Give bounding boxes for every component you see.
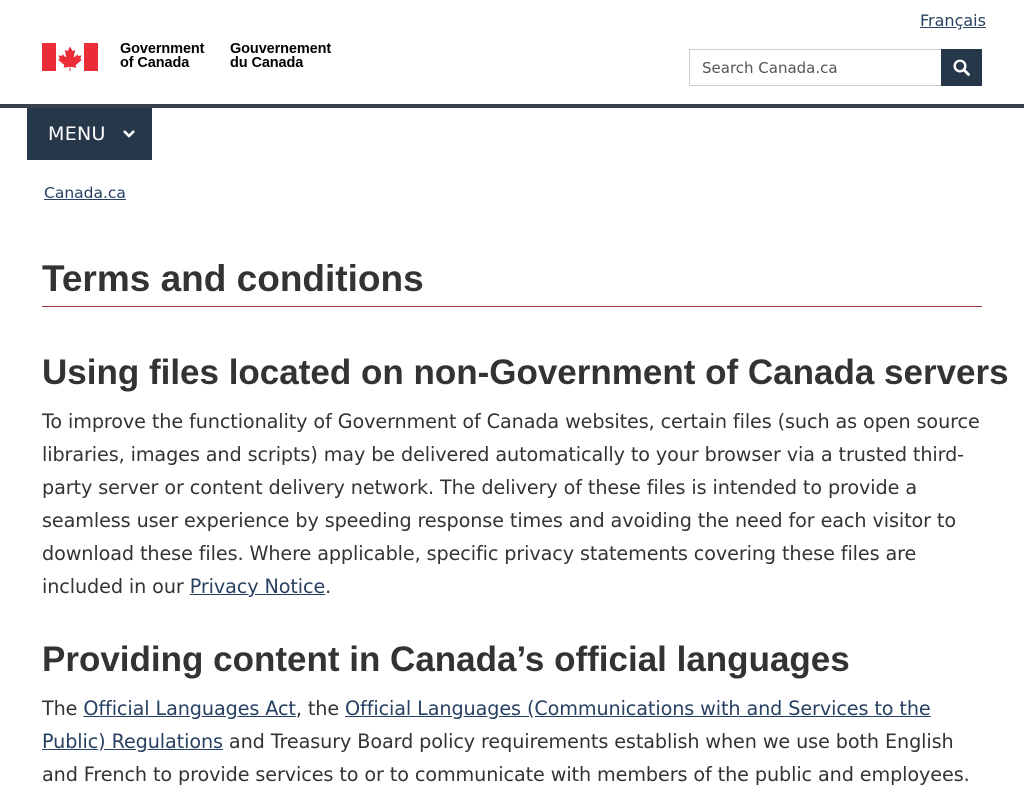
page-title: Terms and conditions <box>42 258 424 299</box>
paragraph-text: and Treasury Board policy requirements establish when we use both English and French to provide services to or to communicate with members of the public and employees. <box>42 730 970 786</box>
privacy-notice-link[interactable]: Privacy Notice <box>189 575 326 598</box>
paragraph-text: , the <box>295 697 346 720</box>
paragraph-text: . <box>325 575 332 598</box>
canada-flag-icon <box>42 43 98 71</box>
menu-label: MENU <box>48 123 106 145</box>
menu-button[interactable] <box>27 108 152 160</box>
language-toggle-link[interactable]: Français <box>920 11 986 30</box>
official-languages-regulations-link[interactable]: Official Languages (Communications with and Services to the Public) Regulations <box>42 697 931 753</box>
breadcrumb-item-canada-ca[interactable]: Canada.ca <box>44 184 126 202</box>
official-languages-act-link[interactable]: Official Languages Act <box>83 697 296 720</box>
section-paragraph-non-gc-servers <box>42 405 987 603</box>
chevron-down-icon <box>122 129 136 139</box>
title-underline <box>42 306 982 307</box>
paragraph-text: The <box>42 697 84 720</box>
wordmark-english <box>120 42 204 70</box>
section-heading-non-gc-servers: Using files located on non-Government of Canada servers <box>42 353 1009 392</box>
wordmark-french-line2: du Canada <box>230 55 304 71</box>
search-icon <box>953 59 970 76</box>
header-divider <box>0 104 1024 108</box>
wordmark-english-line1: Government <box>120 41 205 57</box>
paragraph-text: To improve the functionality of Government of Canada websites, certain files (such as open source libraries, images and scripts) may be delivered automatically to your browser via a trusted third-party server or content delivery network. The delivery of these files is intended to provide a seamless user experience by speeding response times and avoiding the need for each visitor to download these files. Where applicable, specific privacy statements covering these files are included in our <box>42 410 980 598</box>
wordmark-french-line1: Gouvernement <box>230 41 332 57</box>
section-paragraph-official-languages <box>42 692 987 791</box>
search-button[interactable] <box>941 49 982 86</box>
search-input[interactable] <box>689 49 941 86</box>
site-search <box>689 49 982 86</box>
wordmark-english-line2: of Canada <box>120 55 190 71</box>
wordmark-french <box>230 42 331 70</box>
section-heading-official-languages: Providing content in Canada’s official languages <box>42 640 850 679</box>
